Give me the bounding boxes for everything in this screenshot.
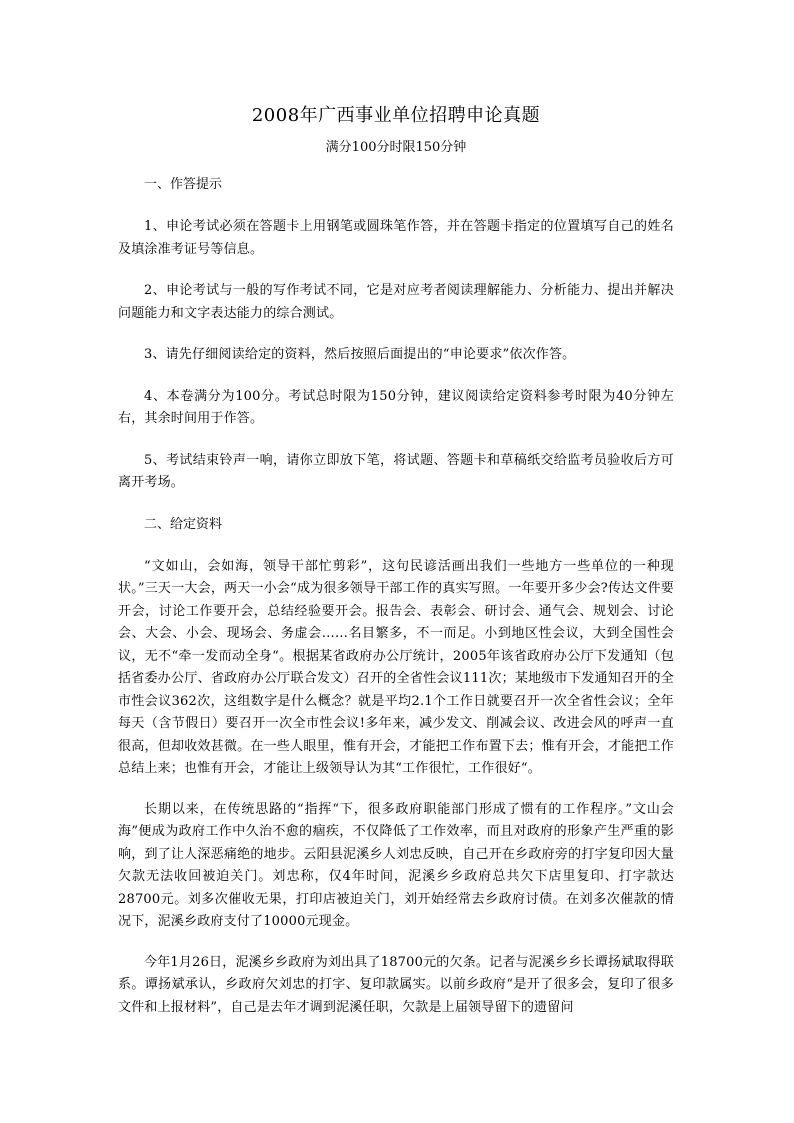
material-paragraph: “文如山，会如海，领导干部忙剪彩”，这句民谚活画出我们一些地方一些单位的一种现状。”三天一大会，两天一小会“成为很多领导干部工作的真实写照。一年要开多少会?传达文件要开会，讨论工作要开会，总结经验要开会。报告会、表彰会、研讨会、通气会、规划会、讨论会、大会、小会、现场会、务虚会……名目繁多，不一而足。小到地区性会议，大到全国性会议，无不“牵一发而动全身“。根据某省政府办公厅统计，2005年该省政府办公厅下发通知（包括省委办公厅、省政府办公厅联合发文）召开的全省性会议111次；某地级市下发通知召开的全市性会议362次，这组数字是什么概念？就是平均2.1个工作日就要召开一次全省性会议；全年每天（含节假日）要召开一次全市性会议!多年来，减少发文、削减会议、改进会风的呼声一直很高，但却收效甚微。在一些人眼里，惟有开会，才能把工作布置下去；惟有开会，才能把工作总结上来；也惟有开会，才能让上级领导认为其“工作很忙，工作很好“。 bbox=[118, 558, 674, 776]
instruction-item: 2、申论考试与一般的写作考试不同，它是对应考者阅读理解能力、分析能力、提出并解决问题能力和文字表达能力的综合测试。 bbox=[118, 283, 674, 321]
instruction-item: 1、申论考试必须在答题卡上用钢笔或圆珠笔作答，并在答题卡指定的位置填写自己的姓名及填涂准考证号等信息。 bbox=[118, 219, 674, 257]
instruction-item: 5、考试结束铃声一响，请你立即放下笔，将试题、答题卡和草稿纸交给监考员验收后方可离开考场。 bbox=[118, 452, 674, 490]
document-body bbox=[118, 104, 674, 1037]
instruction-item: 4、本卷满分为100分。考试总时限为150分钟，建议阅读给定资料参考时限为40分钟左右，其余时间用于作答。 bbox=[118, 388, 674, 426]
document-title: 2008年广西事业单位招聘申论真题 bbox=[251, 105, 541, 126]
material-paragraph: 长期以来，在传统思路的“指挥“下，很多政府职能部门形成了惯有的工作程序。”文山会海”便成为政府工作中久治不愈的痼疾，不仅降低了工作效率，而且对政府的形象产生严重的影响，到了让人深恶痛绝的地步。云阳县泥溪乡人刘忠反映，自己开在乡政府旁的打字复印因大量欠款无法收回被迫关门。刘忠称，仅4年时间，泥溪乡乡政府总共欠下店里复印、打字款达28700元。刘多次催收无果，打印店被迫关门，刘开始经常去乡政府讨债。在刘多次催款的情况下，泥溪乡政府支付了10000元现金。 bbox=[118, 801, 674, 929]
section-heading-instructions: 一、作答提示 bbox=[144, 177, 223, 192]
instruction-item: 3、请先仔细阅读给定的资料，然后按照后面提出的“申论要求”依次作答。 bbox=[144, 347, 576, 362]
document-subtitle: 满分100分时限150分钟 bbox=[325, 140, 467, 155]
material-paragraph: 今年1月26日，泥溪乡乡政府为刘出具了18700元的欠条。记者与泥溪乡乡长谭扬斌取得联系。谭扬斌承认，乡政府欠刘忠的打字、复印款属实。以前乡政府“是开了很多会，复印了很多文件和上报材料”，自己是去年才调到泥溪任职，欠款是上届领导留下的遗留问 bbox=[118, 954, 674, 1015]
section-heading-materials: 二、给定资料 bbox=[144, 516, 223, 532]
